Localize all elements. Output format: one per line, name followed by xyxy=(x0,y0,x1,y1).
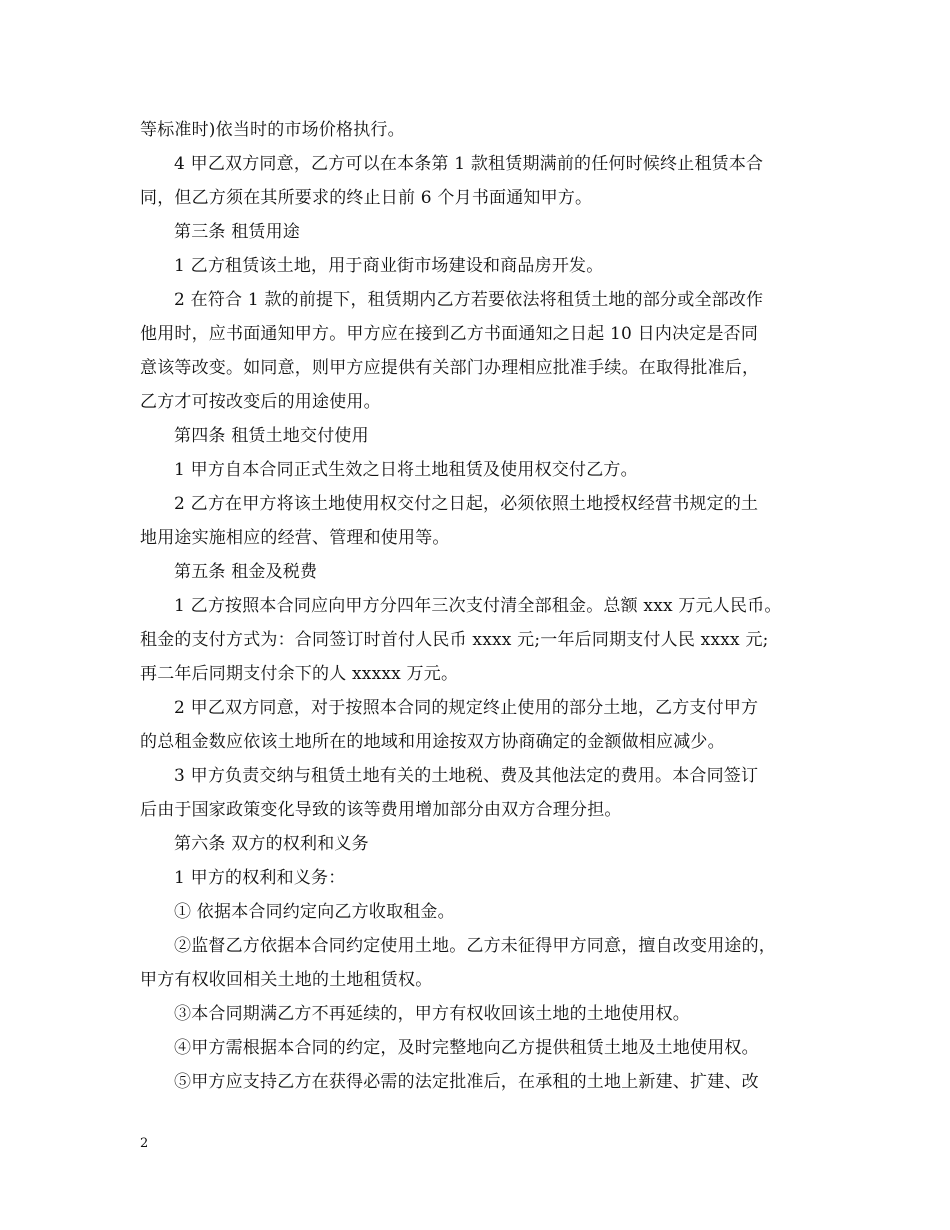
text-line: 3 甲方负责交纳与租赁土地有关的土地税、费及其他法定的费用。本合同签订 xyxy=(174,766,759,786)
text-line: 1 甲方自本合同正式生效之日将土地租赁及使用权交付乙方。 xyxy=(174,460,638,480)
text-line: 4 甲乙双方同意，乙方可以在本条第 1 款租赁期满前的任何时候终止租赁本合 xyxy=(174,154,764,174)
text-line: 甲方有权收回相关土地的土地租赁权。 xyxy=(140,970,433,990)
list-item: ③本合同期满乙方不再延续的，甲方有权收回该土地的土地使用权。 xyxy=(174,1004,690,1024)
text-line: 乙方才可按改变后的用途使用。 xyxy=(140,392,381,412)
text-line: 租金的支付方式为：合同签订时首付人民币 xxxx 元;一年后同期支付人民 xxxx 元; xyxy=(140,630,769,650)
list-item: ① 依据本合同约定向乙方收取租金。 xyxy=(174,902,455,922)
text-line: 意该等改变。如同意，则甲方应提供有关部门办理相应批准手续。在取得批准后， xyxy=(140,358,760,378)
text-line: 同，但乙方须在其所要求的终止日前 6 个月书面通知甲方。 xyxy=(140,188,593,208)
text-line: 他用时，应书面通知甲方。甲方应在接到乙方书面通知之日起 10 日内决定是否同 xyxy=(140,324,759,344)
document-body xyxy=(140,113,830,1099)
text-line: 后由于国家政策变化导致的该等费用增加部分由双方合理分担。 xyxy=(140,800,622,820)
text-line: 等标准时)依当时的市场价格执行。 xyxy=(140,120,405,140)
page-number: 2 xyxy=(140,1136,149,1151)
text-line: 的总租金数应依该土地所在的地域和用途按双方协商确定的金额做相应减少。 xyxy=(140,732,725,752)
list-item: ④甲方需根据本合同的约定，及时完整地向乙方提供租赁土地及土地使用权。 xyxy=(174,1038,759,1058)
text-line: 1 甲方的权利和义务： xyxy=(174,868,346,888)
list-item: ②监督乙方依据本合同约定使用土地。乙方未征得甲方同意，擅自改变用途的， xyxy=(174,936,776,956)
text-line: 2 甲乙双方同意，对于按照本合同的规定终止使用的部分土地，乙方支付甲方 xyxy=(174,698,759,718)
text-line: 1 乙方租赁该土地，用于商业街市场建设和商品房开发。 xyxy=(174,256,604,276)
text-line: 地用途实施相应的经营、管理和使用等。 xyxy=(140,528,450,548)
text-line: 1 乙方按照本合同应向甲方分四年三次支付清全部租金。总额 xxx 万元人民币。 xyxy=(174,596,782,616)
section-heading: 第三条 租赁用途 xyxy=(174,222,301,242)
section-heading: 第五条 租金及税费 xyxy=(174,562,318,582)
section-heading: 第四条 租赁土地交付使用 xyxy=(174,426,369,446)
text-line: 2 乙方在甲方将该土地使用权交付之日起，必须依照土地授权经营书规定的土 xyxy=(174,494,759,514)
section-heading: 第六条 双方的权利和义务 xyxy=(174,834,369,854)
list-item: ⑤甲方应支持乙方在获得必需的法定批准后，在承租的土地上新建、扩建、改 xyxy=(174,1072,759,1092)
text-line: 再二年后同期支付余下的人 xxxxx 万元。 xyxy=(140,664,459,684)
text-line: 2 在符合 1 款的前提下，租赁期内乙方若要依法将租赁土地的部分或全部改作 xyxy=(174,290,764,310)
